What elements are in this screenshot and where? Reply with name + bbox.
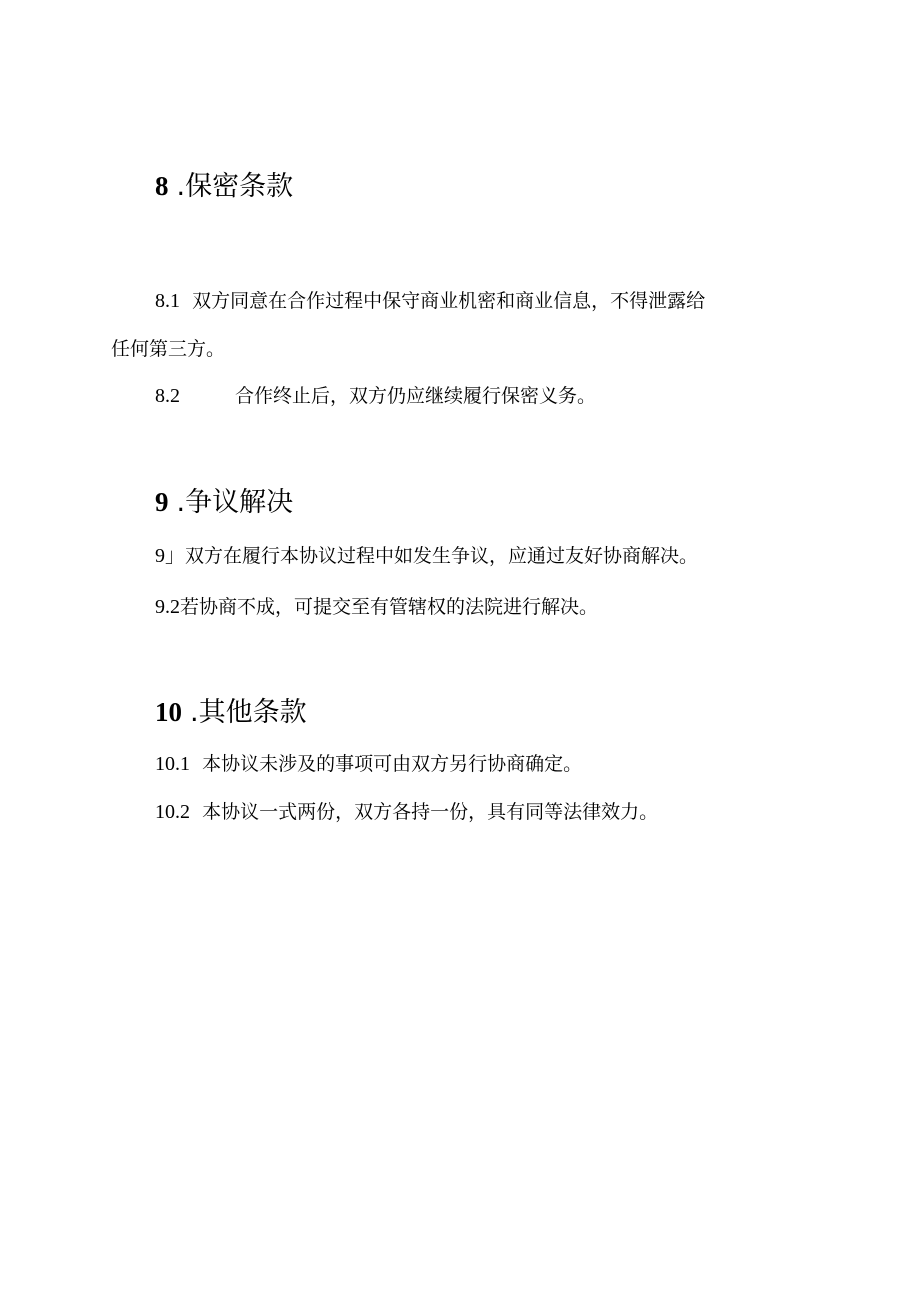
clause-number: 9」 <box>155 545 185 567</box>
clause-number: 8.2 <box>155 385 180 407</box>
clause-number: 8.1 <box>155 290 180 312</box>
clause-8-2 <box>155 383 596 409</box>
clause-text: 任何第三方。 <box>111 338 226 360</box>
section-title: .保密条款 <box>176 171 294 202</box>
section-heading-8 <box>155 170 293 203</box>
clause-number: 10.2 <box>155 801 190 823</box>
clause-text: 本协议一式两份，双方各持一份，具有同等法律效力。 <box>202 801 659 823</box>
section-number: 8 <box>155 171 169 201</box>
clause-text: 合作终止后，双方仍应继续履行保密义务。 <box>235 385 597 407</box>
clause-text: 本协议未涉及的事项可由双方另行协商确定。 <box>202 753 583 775</box>
section-heading-9 <box>155 486 293 519</box>
section-number: 10 <box>155 697 182 727</box>
clause-10-1 <box>155 751 582 777</box>
clause-8-1 <box>155 288 705 314</box>
clause-text: 双方同意在合作过程中保守商业机密和商业信息，不得泄露给 <box>192 290 706 312</box>
section-title: .其他条款 <box>190 697 307 728</box>
section-number: 9 <box>155 487 169 517</box>
clause-9-2 <box>155 594 598 620</box>
clause-8-1-continuation <box>111 336 225 362</box>
clause-text: 若协商不成，可提交至有管辖权的法院进行解决。 <box>180 596 599 618</box>
section-title: .争议解决 <box>176 487 294 518</box>
clause-number: 9.2 <box>155 596 180 618</box>
clause-10-2 <box>155 799 658 825</box>
clause-9-1 <box>155 543 698 569</box>
clause-number: 10.1 <box>155 753 190 775</box>
section-heading-10 <box>155 696 307 729</box>
clause-text: 双方在履行本协议过程中如发生争议，应通过友好协商解决。 <box>185 545 699 567</box>
